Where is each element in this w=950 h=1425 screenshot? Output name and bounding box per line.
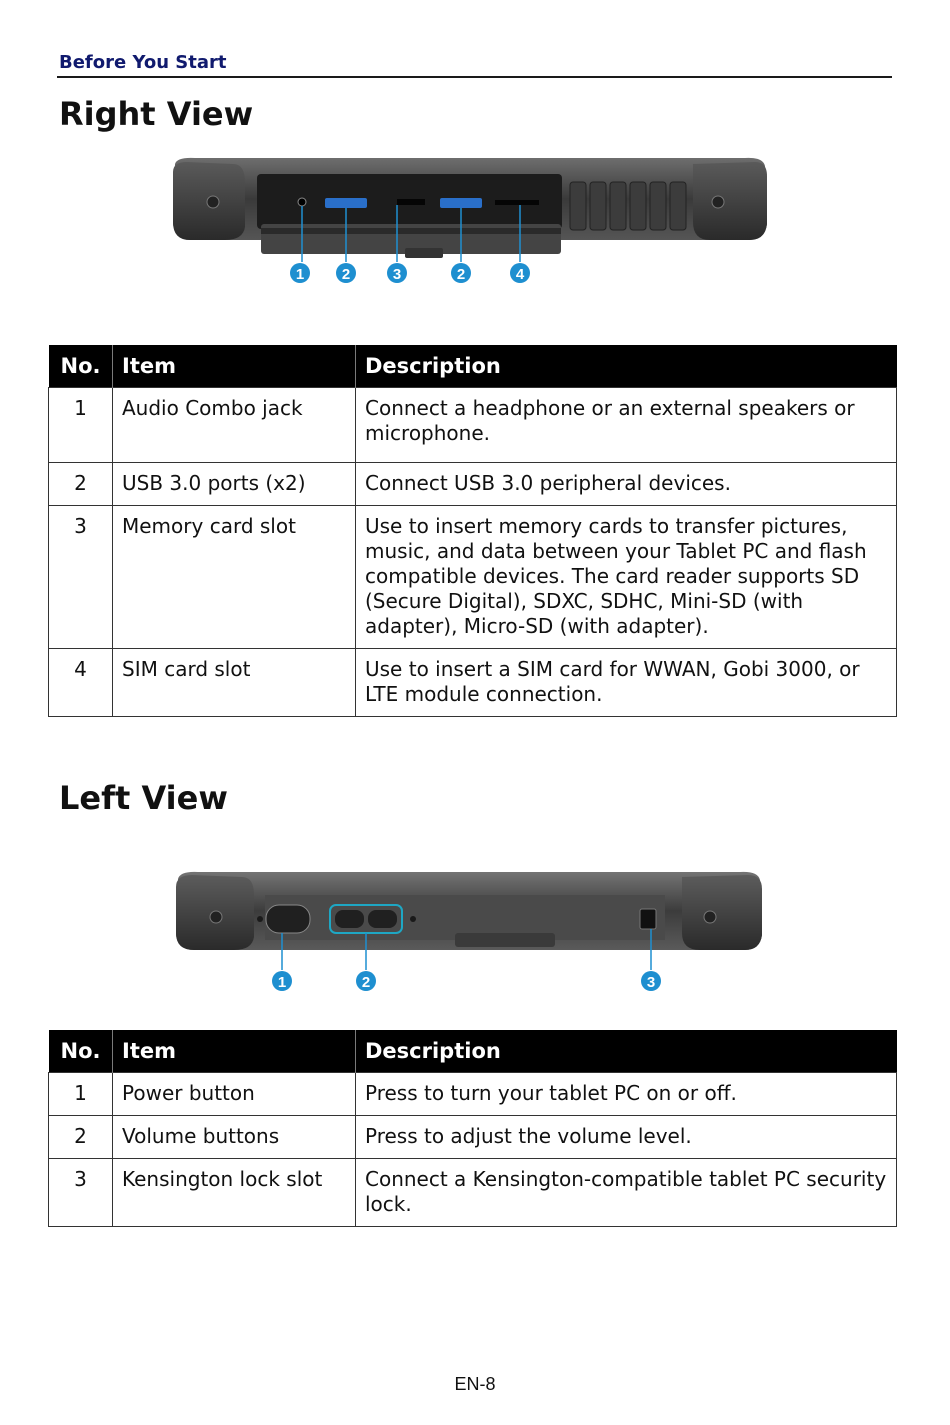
row-description: Connect a headphone or an external speakers or microphone. — [356, 388, 897, 463]
right-view-device-image — [165, 152, 775, 292]
row-item: Volume buttons — [113, 1116, 356, 1159]
table-row — [49, 1116, 897, 1159]
row-item: Power button — [113, 1073, 356, 1116]
table-header-row — [49, 1030, 897, 1073]
right-view-table — [48, 345, 897, 717]
running-header-text: Before You Start — [59, 52, 227, 73]
left-view-device-image — [170, 865, 765, 997]
row-no: 2 — [49, 463, 113, 506]
table-row — [49, 1159, 897, 1227]
table-row — [49, 506, 897, 649]
page-number: EN-8 — [454, 1374, 496, 1394]
row-description: Press to adjust the volume level. — [356, 1116, 897, 1159]
row-description: Press to turn your tablet PC on or off. — [356, 1073, 897, 1116]
row-no: 1 — [49, 1073, 113, 1116]
header-description: Description — [356, 1030, 897, 1073]
callout-2: 2 — [361, 974, 371, 991]
row-item: Audio Combo jack — [113, 388, 356, 463]
row-item: USB 3.0 ports (x2) — [113, 463, 356, 506]
row-no: 2 — [49, 1116, 113, 1159]
callout-2: 2 — [341, 266, 351, 283]
row-item: SIM card slot — [113, 649, 356, 717]
callout-4: 4 — [515, 266, 525, 283]
row-description: Use to insert memory cards to transfer pictures, music, and data between your Tablet PC and flash compatible devices. The card reader supports SD (Secure Digital), SDXC, SDHC, Mini-SD (with adapter), Micro-SD (with adapter). — [356, 506, 897, 649]
callout-2b: 2 — [456, 266, 466, 283]
row-no: 1 — [49, 388, 113, 463]
header-no: No. — [49, 345, 113, 388]
row-description: Use to insert a SIM card for WWAN, Gobi 3000, or LTE module connection. — [356, 649, 897, 717]
header-item: Item — [113, 345, 356, 388]
callout-3: 3 — [392, 266, 402, 283]
right-view-title: Right View — [59, 95, 254, 133]
table-row — [49, 388, 897, 463]
header-description: Description — [356, 345, 897, 388]
row-description: Connect a Kensington-compatible tablet PC security lock. — [356, 1159, 897, 1227]
callout-markers — [290, 263, 530, 283]
left-view-title: Left View — [59, 779, 228, 817]
row-no: 4 — [49, 649, 113, 717]
row-item: Kensington lock slot — [113, 1159, 356, 1227]
table-row — [49, 463, 897, 506]
callout-1: 1 — [277, 974, 287, 991]
header-no: No. — [49, 1030, 113, 1073]
callout-1: 1 — [295, 266, 305, 283]
row-description: Connect USB 3.0 peripheral devices. — [356, 463, 897, 506]
left-view-table — [48, 1030, 897, 1227]
callout-3: 3 — [646, 974, 656, 991]
table-header-row — [49, 345, 897, 388]
row-no: 3 — [49, 506, 113, 649]
row-no: 3 — [49, 1159, 113, 1227]
table-row — [49, 649, 897, 717]
callout-markers — [272, 971, 661, 991]
header-item: Item — [113, 1030, 356, 1073]
table-row — [49, 1073, 897, 1116]
row-item: Memory card slot — [113, 506, 356, 649]
running-header — [57, 50, 892, 78]
